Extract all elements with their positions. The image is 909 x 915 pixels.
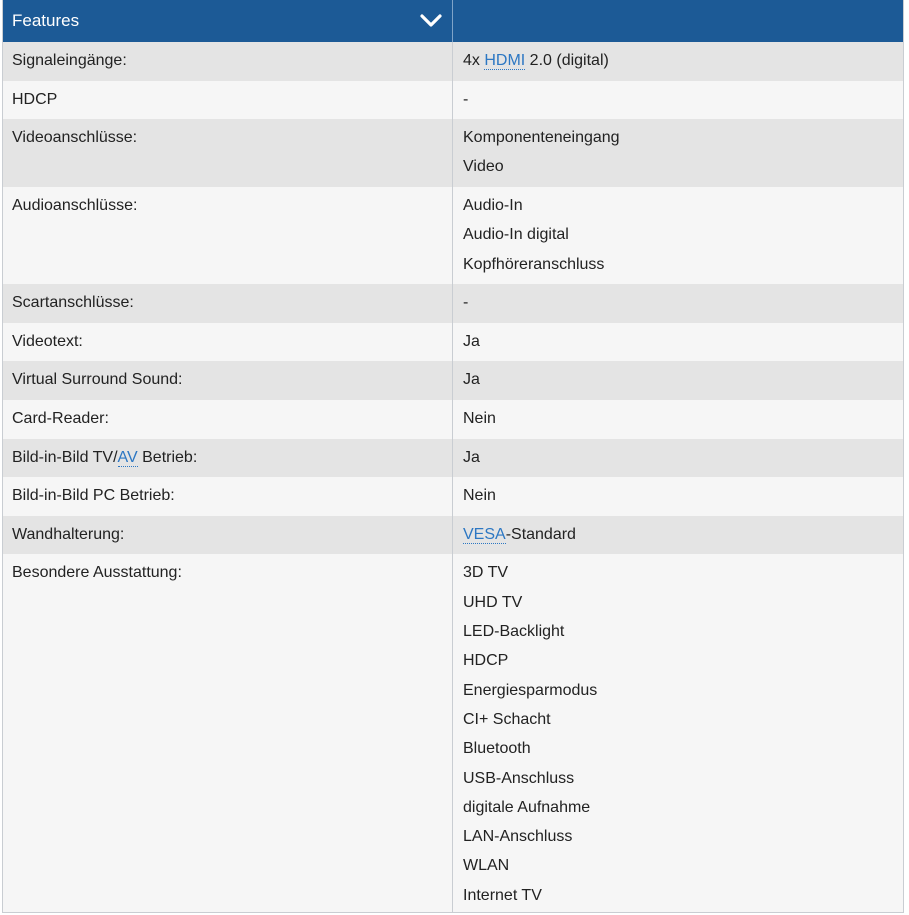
table-row: [3, 42, 903, 81]
feature-key: Scartanschlüsse:: [3, 284, 453, 323]
feature-value: Audio-In Audio-In digital Kopfhöreranschluss: [463, 197, 605, 273]
table-row: [3, 81, 903, 120]
feature-key: Card-Reader:: [3, 400, 453, 439]
table-row: [3, 284, 903, 323]
feature-value: Nein: [463, 487, 496, 505]
table-row: [3, 119, 903, 187]
feature-key: Bild-in-Bild TV/AV Betrieb:: [3, 439, 453, 478]
feature-key: Virtual Surround Sound:: [3, 361, 453, 400]
feature-value: Nein: [463, 410, 496, 428]
features-header[interactable]: [3, 0, 903, 42]
feature-key: Wandhalterung:: [3, 516, 453, 555]
chevron-down-icon[interactable]: [420, 14, 442, 28]
feature-key: Videoanschlüsse:: [3, 119, 453, 187]
feature-value: Ja: [463, 448, 480, 466]
table-row: [3, 400, 903, 439]
feature-key: Signaleingänge:: [3, 42, 453, 81]
feature-value: 4x HDMI 2.0 (digital): [463, 52, 609, 69]
feature-key: Videotext:: [3, 323, 453, 362]
feature-value: Ja: [463, 371, 480, 389]
table-row: [3, 477, 903, 516]
feature-value: -: [463, 90, 469, 108]
feature-key: Besondere Ausstattung:: [3, 554, 453, 913]
feature-key: Audioanschlüsse:: [3, 187, 453, 284]
feature-value: VESA-Standard: [463, 525, 576, 543]
table-row: [3, 187, 903, 284]
section-title: Features: [12, 11, 80, 30]
feature-key: Bild-in-Bild PC Betrieb:: [3, 477, 453, 516]
features-table: [2, 0, 904, 913]
table-row: [3, 439, 903, 478]
feature-value: Komponenteneingang Video: [463, 129, 620, 176]
feature-key: HDCP: [3, 81, 453, 120]
table-row: [3, 361, 903, 400]
feature-value: Ja: [463, 332, 480, 350]
table-row: [3, 323, 903, 362]
vesa-link[interactable]: VESA: [463, 525, 506, 543]
table-row: [3, 554, 903, 913]
hdmi-link[interactable]: HDMI: [484, 52, 526, 69]
table-row: [3, 516, 903, 555]
feature-value: -: [463, 294, 469, 312]
av-link[interactable]: AV: [117, 448, 138, 466]
features-body: [3, 42, 903, 913]
feature-value: 3D TV UHD TV LED-Backlight HDCP Energiesparmodus CI+ Schacht Bluetooth USB-Anschluss digitale Aufnahme LAN-Anschluss WLAN Internet TV: [463, 564, 598, 904]
